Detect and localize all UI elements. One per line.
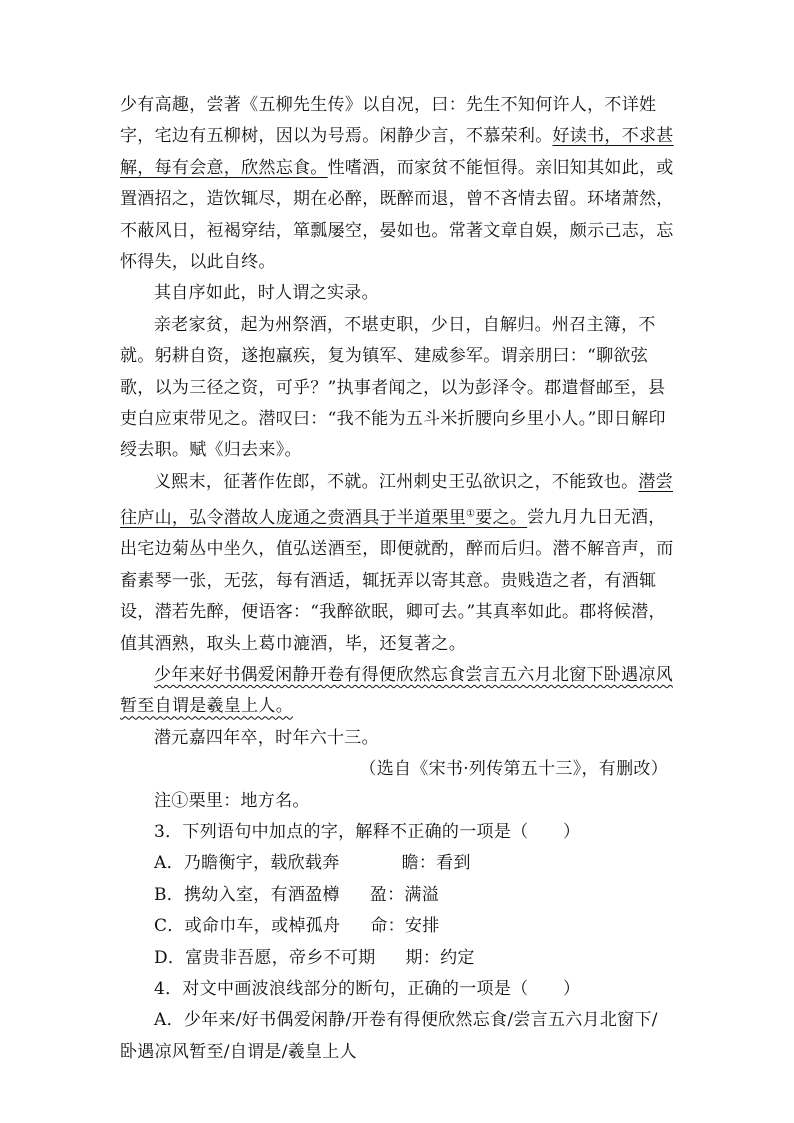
option-d-gloss: 期：约定 bbox=[405, 947, 475, 968]
paragraph-4-text-b: 尝九月九日无酒，出宅边菊丛中坐久，值弘送酒至，即便就酌，醉而后归。潜不解音声，而畜素琴一张，无弦，每有酒适，辄抚弄以寄其意。贵贱造之者，有酒辄设，潜若先醉，便语客：“我醉欲眠，卿可去。”其真率如此。郡将候潜，值其酒熟，取头上葛巾漉酒，毕，还复著之。 bbox=[120, 507, 674, 654]
paragraph-5 bbox=[120, 660, 674, 723]
wavy-underlined-passage: 少年来好书偶爱闲静开卷有得便欣然忘食尝言五六月北窗下卧遇凉风暂至自谓是羲皇上人。 bbox=[120, 664, 673, 717]
paragraph-2: 其自序如此，时人谓之实录。 bbox=[154, 283, 379, 304]
question-3-option-a bbox=[120, 848, 674, 879]
paragraph-3: 亲老家贫，起为州祭酒，不堪吏职，少日，自解归。州召主簿，不就。躬耕自资，遂抱羸疾，复为镇军、建威参军。谓亲朋曰：“聊欲弦歌，以为三径之资，可乎？”执事者闻之，以为彭泽令。郡遣督邮至，县吏白应束带见之。潜叹曰：“我不能为五斗米折腰向乡里小人。”即日解印绶去职。赋《归去来》。 bbox=[120, 314, 666, 461]
option-a-sentence: A．乃瞻衡宇，载欣载奔 bbox=[154, 853, 340, 874]
paragraph-1 bbox=[120, 90, 674, 278]
option-b-gloss: 盈：满溢 bbox=[369, 884, 439, 905]
paragraph-1-text-b: 性嗜酒，而家贫不能恒得。亲旧知其如此，或置酒招之，造饮辄尽，期在必醉，既醉而退，曾不吝情去留。环堵萧然，不蔽风日，裋褐穿结，箪瓢屡空，晏如也。常著文章自娱，颇示己志，忘怀得失，以此自终。 bbox=[120, 157, 674, 273]
paragraph-1-text-a: 少有高趣，尝著《五柳先生传》以自况，曰：先生不知何许人，不详姓字，宅边有五柳树，因以为号焉。闲静少言，不慕荣利。 bbox=[120, 95, 657, 147]
paragraph-4 bbox=[120, 467, 674, 660]
option-a-gloss: 瞻：看到 bbox=[401, 853, 471, 874]
paragraph-4-text-a: 义熙末，征著作佐郎，不就。江州刺史王弘欲识之，不能致也。 bbox=[154, 471, 639, 492]
question-3-option-d bbox=[120, 943, 674, 974]
option-d-sentence: D．富贵非吾愿，帝乡不可期 bbox=[154, 947, 376, 968]
option-c-gloss: 命：安排 bbox=[370, 916, 440, 937]
underlined-sentence-1: 好读书，不求甚解，每有会意，欣然忘食。 bbox=[120, 126, 674, 178]
underlined-sentence-2-a: 潜尝往庐山，弘令潜故人庞通之赍酒具于半道栗里 bbox=[120, 471, 674, 528]
source-citation: （选自《宋书·列传第五十三》，有删改） bbox=[359, 759, 668, 780]
footnote-marker: ① bbox=[466, 508, 476, 520]
underlined-sentence-2-b: 要之。 bbox=[475, 507, 528, 528]
question-4-option-a: A．少年来/好书偶爱闲静/开卷有得便欣然忘食/尝言五六月北窗下/卧遇凉风暂至/自谓是/羲皇上人 bbox=[120, 1010, 658, 1062]
passage bbox=[120, 90, 674, 1068]
question-4-stem: 4．对文中画波浪线部分的断句，正确的一项是（ ） bbox=[154, 979, 581, 1000]
option-b-sentence: B．携幼入室，有酒盈樽 bbox=[154, 884, 340, 905]
question-3-stem: 3．下列语句中加点的字，解释不正确的一项是（ ） bbox=[154, 822, 581, 842]
question-3-option-c bbox=[120, 911, 674, 942]
footnote: 注①栗里：地方名。 bbox=[154, 790, 310, 811]
paragraph-6: 潜元嘉四年卒，时年六十三。 bbox=[154, 727, 379, 748]
question-3-option-b bbox=[120, 880, 674, 911]
option-c-sentence: C．或命巾车，或棹孤舟 bbox=[154, 916, 341, 937]
